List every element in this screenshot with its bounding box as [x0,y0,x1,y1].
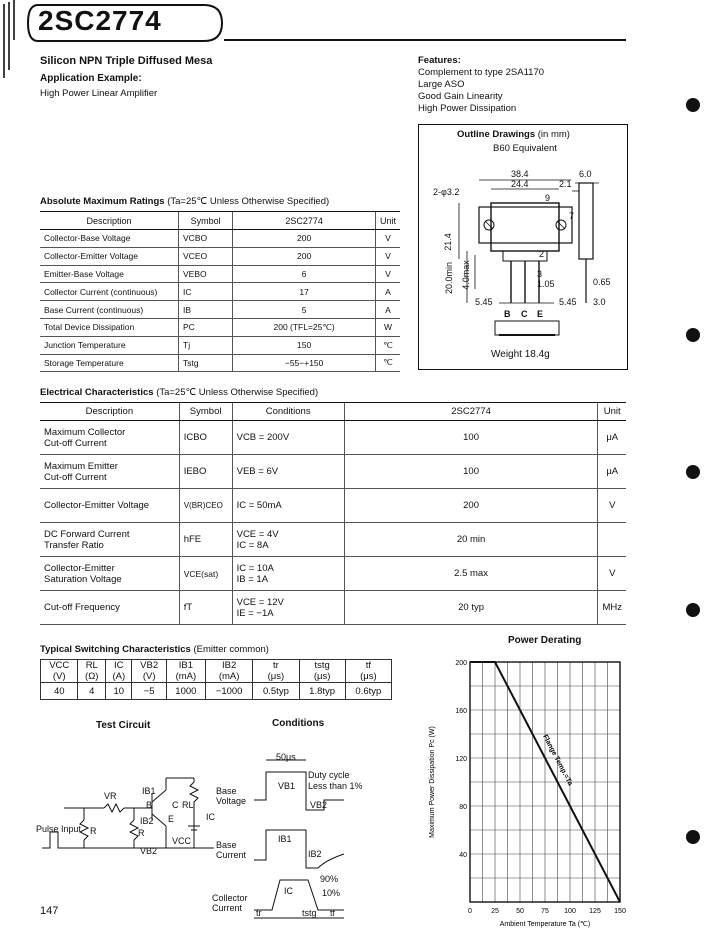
label-ib2-w: IB2 [308,849,322,859]
table-row: DC Forward Current Transfer Ratio hFE VCE = 4V IC = 8A 20 min [40,523,626,557]
label-r1: R [90,826,97,836]
table-header-row: VCC (V) RL (Ω) IC (A) VB2 (V) IB1 (mA) IB2 (mA) tr (μs) tstg (μs) tf (μs) [41,660,392,683]
label-base-current: Base Current [216,840,247,860]
switching-table [40,659,392,700]
x-tick-label: 50 [516,908,524,915]
application-text: High Power Linear Amplifier [40,88,158,99]
feature-item: Large ASO [418,79,465,90]
label-r2: R [138,828,145,838]
label-vb2-w: VB2 [310,800,328,810]
table-row: 40 4 10 −5 1000 −1000 0.5typ 1.8typ 0.6typ [41,683,392,700]
features-block [418,55,544,115]
table-row: Base Current (continuous) IB 5 A [40,301,400,319]
pin-c: C [521,309,528,319]
table-row: Maximum Emitter Cut-off Current IEBO VEB = 6V 100 μA [40,455,626,489]
label-collector-current: Collector Current [212,893,248,913]
dim-40: 4.0max [460,260,471,290]
x-tick-label: 125 [589,908,601,915]
test-circuit-title: Test Circuit [96,720,151,731]
label-tstg: tstg [302,908,317,918]
x-tick-label: 25 [491,908,499,915]
table-row: Emitter-Base Voltage VEBO 6 V [40,265,400,283]
x-tick-label: 0 [468,908,472,915]
outline-unit: (in mm) [537,129,570,140]
label-vb2: VB2 [140,846,158,856]
binder-hole [686,98,700,112]
label-10: 10% [322,888,341,898]
label-ic-w: IC [284,886,293,896]
y-axis-label: Maximum Power Dissipation Pc (W) [429,726,436,838]
table-row: Collector-Base Voltage VCBO 200 V [40,230,400,248]
label-90: 90% [320,874,339,884]
switching-heading [40,644,269,655]
label-ib2: IB2 [140,816,154,826]
abs-max-title: Absolute Maximum Ratings [40,196,165,207]
binder-hole [686,465,700,479]
electrical-condition: (Ta=25℃ Unless Otherwise Specified) [156,387,319,398]
dim-545a: 5.45 [475,297,493,307]
dim-200: 20.0min [444,261,455,295]
header-bracket [0,0,20,80]
dim-105: 1.05 [537,279,555,289]
pin-b: B [504,309,511,319]
table-row: Total Device Dissipation PC 200 (TFL=25℃) W [40,318,400,336]
dim-30: 3.0 [593,297,606,307]
col-header: Symbol [179,403,232,421]
binder-hole [686,830,700,844]
y-tick-label: 120 [455,756,467,763]
dim-2: 2 [539,249,545,259]
col-header: Description [40,212,179,230]
header-rule [224,39,626,41]
col-header: Conditions [232,403,344,421]
label-vr: VR [104,791,117,801]
outline-title-text: Outline Drawings [457,129,536,140]
dim-21: 2.1 [559,179,572,189]
table-row: Junction Temperature Tj 150 ℃ [40,336,400,354]
table-row: Cut-off Frequency fT VCE = 12V IE = −1A 20 typ MHz [40,591,626,625]
col-header: 2SC2774 [344,403,598,421]
abs-max-heading [40,196,329,207]
col-header: Symbol [179,212,233,230]
feature-item: Good Gain Linearity [418,91,503,102]
switching-title: Typical Switching Characteristics [40,644,191,655]
y-tick-label: 200 [455,660,467,667]
feature-item: High Power Dissipation [418,103,517,114]
dim-065: 0.65 [593,277,611,287]
label-ic: IC [206,812,215,822]
y-tick-label: 40 [459,852,467,859]
col-header: Unit [598,403,626,421]
table-row: Collector-Emitter Saturation Voltage VCE(sat) IC = 10A IB = 1A 2.5 max V [40,557,626,591]
power-derating-chart [420,650,640,930]
pin-e: E [537,309,544,319]
electrical-title: Electrical Characteristics [40,387,154,398]
label-duty2: Less than 1% [308,781,363,791]
x-axis-label: Ambient Temperature Ta (℃) [499,921,591,928]
feature-item: Complement to type 2SA1170 [418,67,545,78]
label-tr: tr [256,908,262,918]
part-number: 2SC2774 [38,5,162,36]
abs-max-table [40,211,400,372]
conditions-title: Conditions [272,718,325,729]
label-e: E [168,814,175,824]
dim-38: 38.4 [511,169,529,179]
label-b: B [146,800,153,810]
x-tick-label: 150 [614,908,626,915]
col-header: Unit [375,212,400,230]
dim-9: 9 [545,193,551,203]
test-circuit-diagram [34,760,234,870]
chart-annotation: Flange Temp.=Ta [541,733,574,787]
x-tick-label: 100 [564,908,576,915]
label-vcc: VCC [172,836,192,846]
label-c: C [172,800,179,810]
label-ib1: IB1 [142,786,156,796]
label-50us: 50μs [276,752,296,762]
col-header: 2SC2774 [233,212,376,230]
dim-24: 24.4 [511,179,529,189]
outline-equivalent: B60 Equivalent [493,143,557,154]
page-number: 147 [40,905,59,917]
subtitle: Silicon NPN Triple Diffused Mesa [40,55,213,67]
y-tick-label: 80 [459,804,467,811]
chart-title: Power Derating [508,635,582,646]
table-row: Collector Current (continuous) IC 17 A [40,283,400,301]
x-tick-label: 75 [541,908,549,915]
electrical-table [40,402,626,625]
dim-545b: 5.45 [559,297,577,307]
table-row: Collector-Emitter Voltage VCEO 200 V [40,247,400,265]
switching-condition: (Emitter common) [193,644,269,655]
application-heading: Application Example: [40,73,142,84]
label-base-voltage: Base Voltage [216,786,247,806]
table-row: Collector-Emitter Voltage V(BR)CEO IC = 50mA 200 V [40,489,626,523]
dim-3: 3 [537,269,543,279]
abs-max-condition: (Ta=25℃ Unless Otherwise Specified) [167,196,330,207]
dim-214: 21.4 [442,233,453,251]
label-rl: RL [182,800,194,810]
dim-60: 6.0 [579,169,592,179]
outline-drawing-box [418,124,628,370]
electrical-heading [40,387,318,398]
dim-7: 7 [569,211,575,221]
features-heading: Features: [418,55,461,66]
weight: Weight 18.4g [491,349,550,360]
table-row: Storage Temperature Tstg −55−+150 ℃ [40,354,400,372]
label-duty: Duty cycle [308,770,350,780]
label-ib1-w: IB1 [278,834,292,844]
label-tf: tf [330,908,336,918]
dim-hole: 2-φ3.2 [433,187,460,197]
label-pulse: Pulse Input [36,824,82,834]
table-row: Maximum Collector Cut-off Current ICBO VCB = 200V 100 μA [40,421,626,455]
y-tick-label: 160 [455,708,467,715]
col-header: Description [40,403,179,421]
binder-hole [686,603,700,617]
label-vb1: VB1 [278,781,296,791]
binder-hole [686,328,700,342]
